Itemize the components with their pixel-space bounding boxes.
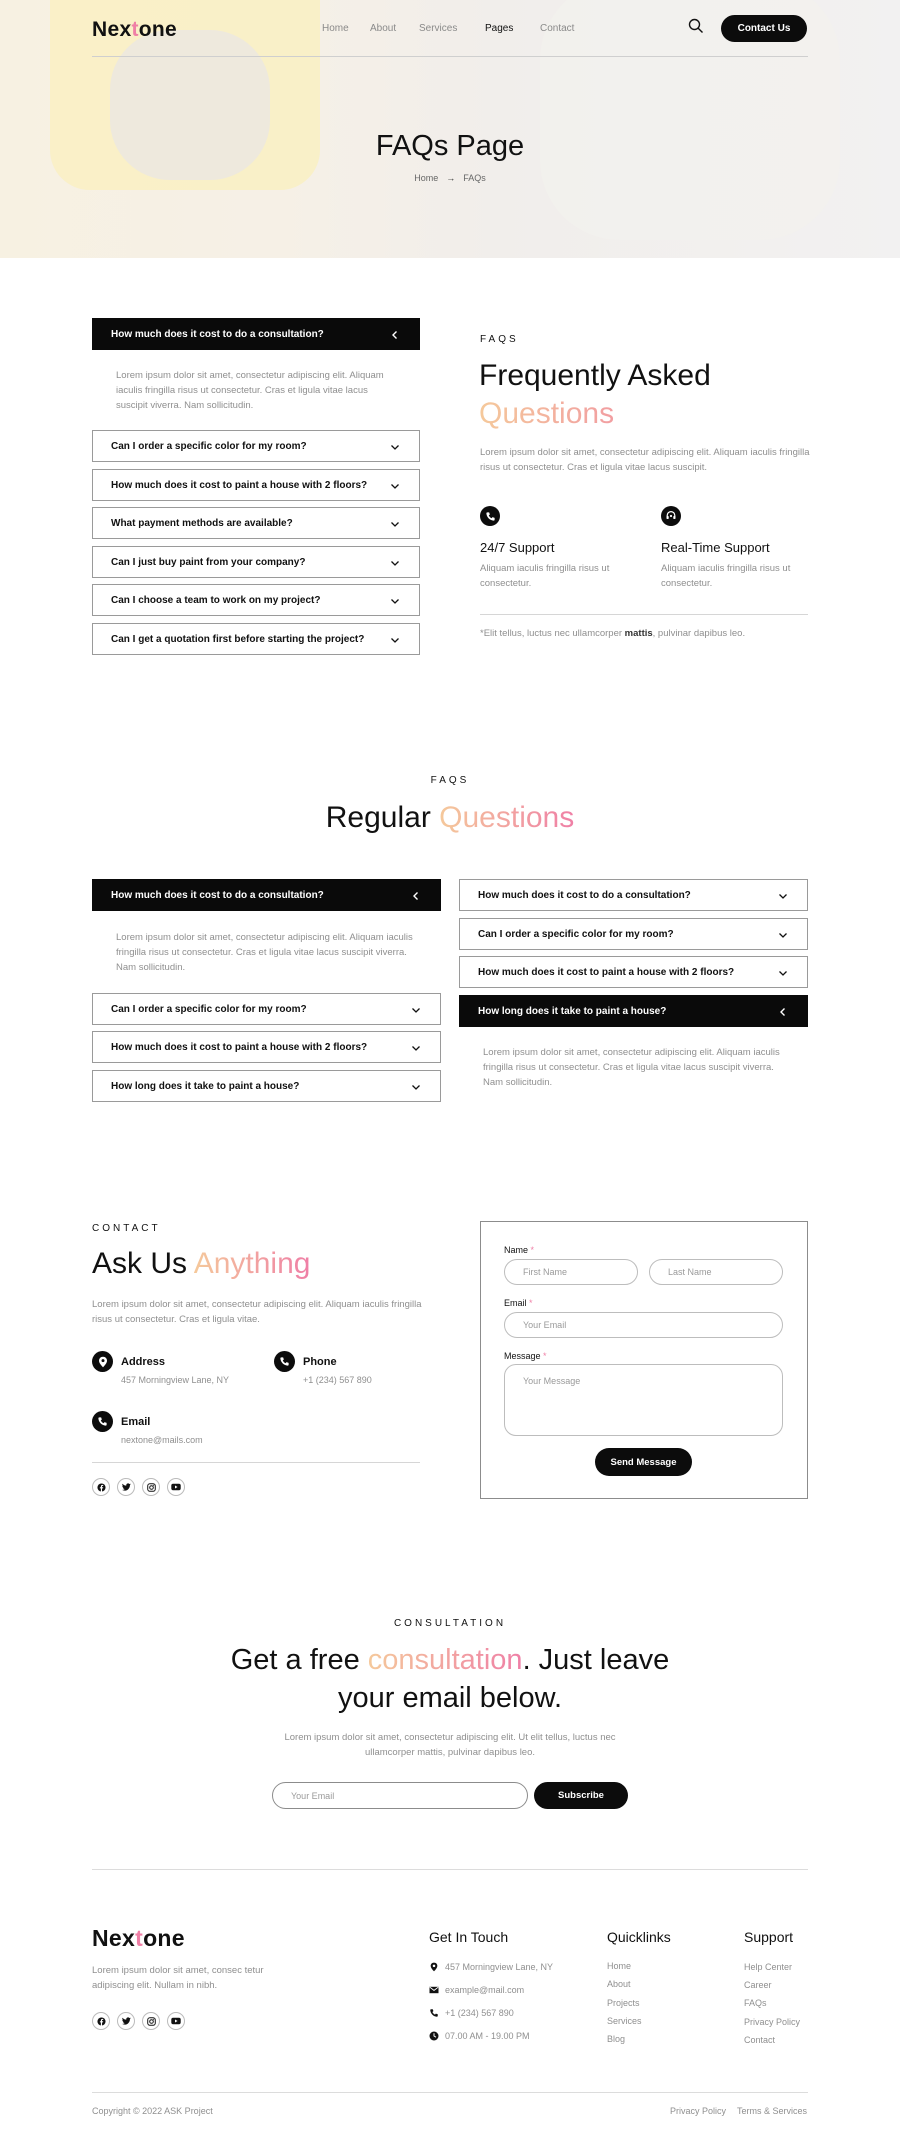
section-title-text: Ask Us bbox=[92, 1247, 188, 1280]
footer-heading: Quicklinks bbox=[607, 1929, 671, 1945]
faq-answer: Lorem ipsum dolor sit amet, consectetur adipiscing elit. Aliquam iaculis fringilla risus ut consectetur. Cras et ligula vitae lacus suscipit viverra. Nam sollicitudin. bbox=[116, 932, 413, 973]
footer-link-career[interactable]: Career bbox=[744, 1980, 772, 1990]
nav-item-pages[interactable]: Pages bbox=[485, 23, 514, 34]
chevron-down-icon bbox=[777, 967, 789, 979]
section-title-line: Frequently Asked bbox=[479, 359, 711, 392]
address-title: Address bbox=[121, 1356, 166, 1368]
divider bbox=[480, 614, 808, 615]
faq-question: Can I order a specific color for my room? bbox=[111, 1003, 307, 1015]
faq-item-open[interactable] bbox=[92, 879, 441, 911]
message-label: Message * bbox=[504, 1351, 547, 1361]
footer-link-services[interactable]: Services bbox=[607, 2016, 642, 2026]
section-title bbox=[0, 799, 900, 837]
footer-heading: Get In Touch bbox=[429, 1929, 509, 1945]
faq-item[interactable] bbox=[92, 469, 420, 501]
contact-form bbox=[480, 1221, 808, 1499]
faq-item-open[interactable] bbox=[459, 995, 808, 1027]
chevron-left-icon bbox=[389, 329, 401, 341]
footer-link-faqs[interactable]: FAQs bbox=[744, 1998, 767, 2008]
section-title-text: Regular bbox=[325, 801, 431, 834]
consultation-title-line: Get a free consultation. Just leave bbox=[230, 1644, 670, 1676]
facebook-icon[interactable] bbox=[92, 1478, 110, 1496]
feature-text: Aliquam iaculis fringilla risus ut consectetur. bbox=[661, 563, 791, 589]
footer-link-projects[interactable]: Projects bbox=[607, 1998, 640, 2008]
site-logo[interactable]: Nextone bbox=[92, 18, 177, 41]
chevron-left-icon bbox=[410, 890, 422, 902]
nav-item-about[interactable]: About bbox=[370, 23, 397, 34]
message-textarea[interactable]: Your Message bbox=[504, 1364, 783, 1436]
feature-title: 24/7 Support bbox=[480, 540, 555, 555]
subscribe-button[interactable]: Subscribe bbox=[534, 1782, 628, 1809]
mail-icon bbox=[429, 1985, 439, 1995]
footer-hours: 07.00 AM - 19.00 PM bbox=[445, 2031, 530, 2041]
footer-link-privacy-policy[interactable]: Privacy Policy bbox=[744, 2017, 801, 2027]
faq-question: How much does it cost to paint a house with 2 floors? bbox=[111, 1041, 368, 1053]
footer-link-about[interactable]: About bbox=[607, 1979, 631, 1989]
divider bbox=[92, 1869, 808, 1870]
contact-us-button[interactable]: Contact Us bbox=[721, 15, 807, 42]
consultation-title-line: your email below. bbox=[337, 1682, 563, 1714]
name-label: Name * bbox=[504, 1245, 535, 1255]
faq-question: Can I just buy paint from your company? bbox=[111, 556, 306, 568]
footer-logo[interactable]: Nextone bbox=[92, 1925, 185, 1951]
page-title: FAQs Page bbox=[375, 130, 525, 162]
email-title: Email bbox=[121, 1416, 151, 1428]
twitter-icon[interactable] bbox=[117, 2012, 135, 2030]
faq-question: How much does it cost to do a consultation? bbox=[111, 889, 324, 901]
faq-item[interactable] bbox=[459, 918, 808, 950]
chevron-down-icon bbox=[389, 441, 401, 453]
footer-address: 457 Morningview Lane, NY bbox=[445, 1962, 554, 1972]
nav-item-home[interactable]: Home bbox=[322, 23, 349, 34]
chevron-down-icon bbox=[410, 1042, 422, 1054]
section-title-highlight: Questions bbox=[439, 801, 575, 834]
faq-question: How long does it take to paint a house? bbox=[111, 1080, 300, 1092]
faq-question: How much does it cost to do a consultation? bbox=[478, 889, 691, 901]
footer-link-contact[interactable]: Contact bbox=[744, 2035, 776, 2045]
youtube-icon[interactable] bbox=[167, 1478, 185, 1496]
send-message-button[interactable]: Send Message bbox=[595, 1448, 692, 1476]
section-title-highlight: Questions bbox=[479, 395, 711, 433]
nav-divider bbox=[92, 56, 808, 57]
section-label: CONTACT bbox=[92, 1223, 161, 1234]
instagram-icon[interactable] bbox=[142, 1478, 160, 1496]
location-pin-icon bbox=[429, 1962, 439, 1972]
phone-icon bbox=[274, 1351, 295, 1372]
email-input[interactable]: Your Email bbox=[504, 1312, 783, 1338]
footer-terms-link[interactable]: Terms & Services bbox=[737, 2106, 808, 2116]
faq-question: How much does it cost to do a consultation? bbox=[111, 328, 324, 340]
footer-phone[interactable]: +1 (234) 567 890 bbox=[445, 2008, 514, 2018]
footer-link-help-center[interactable]: Help Center bbox=[744, 1962, 793, 1972]
footer-email[interactable]: example@mail.com bbox=[445, 1985, 525, 1995]
chevron-down-icon bbox=[389, 595, 401, 607]
clock-icon bbox=[429, 2031, 439, 2041]
instagram-icon[interactable] bbox=[142, 2012, 160, 2030]
faq-question: Can I get a quotation first before starting the project? bbox=[111, 633, 365, 645]
faq-item[interactable] bbox=[92, 1070, 441, 1102]
consultation-text: Lorem ipsum dolor sit amet, consectetur adipiscing elit. Ut elit tellus, luctus nec ullamcorper mattis, pulvinar dapibus leo. bbox=[284, 1732, 616, 1758]
breadcrumb-home[interactable]: Home bbox=[414, 173, 439, 183]
headset-icon bbox=[661, 506, 681, 526]
section-title bbox=[92, 1245, 310, 1283]
phone-value[interactable]: +1 (234) 567 890 bbox=[303, 1375, 372, 1385]
chevron-down-icon bbox=[410, 1081, 422, 1093]
faq-item[interactable] bbox=[92, 993, 441, 1025]
phone-title: Phone bbox=[303, 1356, 337, 1368]
location-pin-icon bbox=[92, 1351, 113, 1372]
first-name-input[interactable]: First Name bbox=[504, 1259, 638, 1285]
phone-icon bbox=[92, 1411, 113, 1432]
chevron-down-icon bbox=[389, 480, 401, 492]
faq-answer: Lorem ipsum dolor sit amet, consectetur adipiscing elit. Aliquam iaculis fringilla risus ut consectetur. Cras et ligula vitae lacus suscipit viverra. Nam sollicitudin. bbox=[116, 370, 384, 411]
faq-item[interactable] bbox=[92, 507, 420, 539]
consultation-title bbox=[0, 1641, 900, 1717]
faq-question: Can I choose a team to work on my project? bbox=[111, 594, 321, 606]
faq-item[interactable] bbox=[92, 623, 420, 655]
section-label: FAQS bbox=[430, 775, 470, 786]
section-label: FAQS bbox=[480, 334, 519, 345]
youtube-icon[interactable] bbox=[167, 2012, 185, 2030]
twitter-icon[interactable] bbox=[117, 1478, 135, 1496]
faq-question: Can I order a specific color for my room? bbox=[478, 928, 674, 940]
faq-item[interactable] bbox=[92, 430, 420, 462]
feature-title: Real-Time Support bbox=[661, 540, 770, 555]
chevron-down-icon bbox=[777, 929, 789, 941]
footer-privacy-link[interactable]: Privacy Policy bbox=[670, 2106, 727, 2116]
faq-question: How much does it cost to paint a house with 2 floors? bbox=[478, 966, 735, 978]
faq-note: *Elit tellus, luctus nec ullamcorper mattis, pulvinar dapibus leo. bbox=[480, 628, 746, 639]
faq-item[interactable] bbox=[459, 956, 808, 988]
nav-item-contact[interactable]: Contact bbox=[540, 23, 575, 34]
email-label: Email * bbox=[504, 1298, 533, 1308]
faq-question: Can I order a specific color for my room? bbox=[111, 440, 307, 452]
chevron-down-icon bbox=[389, 557, 401, 569]
nav-item-services[interactable]: Services bbox=[419, 23, 458, 34]
faq-item[interactable] bbox=[92, 1031, 441, 1063]
chevron-left-icon bbox=[777, 1006, 789, 1018]
section-label: CONSULTATION bbox=[393, 1618, 507, 1629]
footer-heading: Support bbox=[744, 1929, 794, 1945]
divider bbox=[92, 1462, 420, 1463]
hero-banner bbox=[0, 0, 900, 258]
chevron-down-icon bbox=[389, 518, 401, 530]
faq-item[interactable] bbox=[92, 584, 420, 616]
section-intro: Lorem ipsum dolor sit amet, consectetur adipiscing elit. Aliquam iaculis fringilla risus ut consectetur. Cras et ligula vitae lacus suscipit. bbox=[480, 447, 810, 473]
faq-item[interactable] bbox=[92, 546, 420, 578]
phone-icon bbox=[480, 506, 500, 526]
faq-question: What payment methods are available? bbox=[111, 517, 293, 529]
faq-answer: Lorem ipsum dolor sit amet, consectetur adipiscing elit. Aliquam iaculis fringilla risus ut consectetur. Cras et ligula vitae lacus suscipit viverra. Nam sollicitudin. bbox=[483, 1047, 780, 1088]
section-title-highlight: Anything bbox=[193, 1247, 311, 1280]
footer-about: Lorem ipsum dolor sit amet, consec tetur adipiscing elit. Nullam in nibh. bbox=[92, 1965, 264, 1991]
faq-question: How long does it take to paint a house? bbox=[478, 1005, 667, 1017]
section-title bbox=[479, 357, 711, 433]
phone-icon bbox=[429, 2008, 439, 2018]
search-icon[interactable] bbox=[688, 18, 704, 34]
chevron-down-icon bbox=[410, 1004, 422, 1016]
faq-question: How much does it cost to paint a house with 2 floors? bbox=[111, 479, 368, 491]
newsletter-email-input[interactable]: Your Email bbox=[272, 1782, 528, 1809]
breadcrumb bbox=[0, 173, 900, 183]
contact-intro: Lorem ipsum dolor sit amet, consectetur adipiscing elit. Aliquam iaculis fringilla risus ut consectetur. Cras et ligula vitae. bbox=[92, 1299, 422, 1325]
last-name-input[interactable]: Last Name bbox=[649, 1259, 783, 1285]
chevron-down-icon bbox=[777, 890, 789, 902]
faq-item[interactable] bbox=[459, 879, 808, 911]
footer-link-home[interactable]: Home bbox=[607, 1961, 632, 1971]
footer-link-blog[interactable]: Blog bbox=[607, 2034, 626, 2044]
divider bbox=[92, 2092, 808, 2093]
breadcrumb-current: FAQs bbox=[463, 173, 486, 183]
address-value: 457 Morningview Lane, NY bbox=[121, 1375, 230, 1385]
chevron-down-icon bbox=[389, 634, 401, 646]
faq-item-open[interactable] bbox=[92, 318, 420, 350]
arrow-right-icon: → bbox=[446, 173, 456, 183]
facebook-icon[interactable] bbox=[92, 2012, 110, 2030]
copyright: Copyright © 2022 ASK Project bbox=[92, 2106, 213, 2116]
email-value[interactable]: nextone@mails.com bbox=[121, 1435, 203, 1445]
feature-text: Aliquam iaculis fringilla risus ut consectetur. bbox=[480, 563, 610, 589]
